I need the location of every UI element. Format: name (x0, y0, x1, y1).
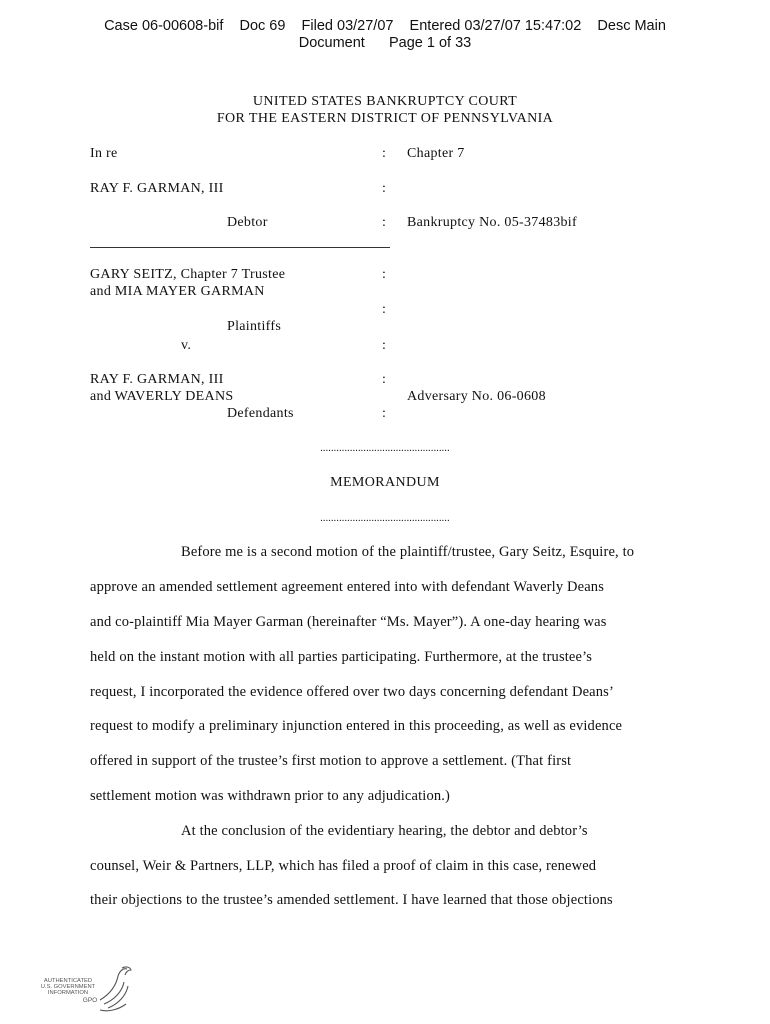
seal-line4: GPO (82, 997, 98, 1004)
caption-colon: : (382, 406, 386, 421)
body-line: At the conclusion of the evidentiary hearing, the debtor and debtor’s (181, 823, 588, 839)
body-line: and co-plaintiff Mia Mayer Garman (hereinafter “Ms. Mayer”). A one-day hearing was (90, 614, 607, 630)
caption-colon: : (382, 372, 386, 387)
caption-adversary-number: Adversary No. 06-0608 (407, 389, 546, 404)
seal-line3: INFORMATION (47, 990, 89, 996)
caption-colon: : (382, 267, 386, 282)
caption-colon: : (382, 302, 386, 317)
body-line: offered in support of the trustee’s first motion to approve a settlement. (That first (90, 753, 572, 769)
body-line: held on the instant motion with all parties participating. Furthermore, at the trustee’s (90, 649, 593, 665)
seal-line1: AUTHENTICATED (43, 978, 93, 984)
court-district: FOR THE EASTERN DISTRICT OF PENNSYLVANIA (216, 111, 554, 126)
caption-plaintiff-2: and MIA MAYER GARMAN (90, 284, 265, 299)
ecf-header-line1: Case 06-00608-bif Doc 69 Filed 03/27/07 Entered 03/27/07 15:47:02 Desc Main (104, 18, 666, 34)
caption-defendants-label: Defendants (227, 406, 294, 421)
document-title: MEMORANDUM (330, 475, 440, 490)
ecf-header-line2: Document Page 1 of 33 (298, 35, 472, 51)
court-name: UNITED STATES BANKRUPTCY COURT (252, 94, 518, 109)
body-line: request to modify a preliminary injunction entered in this proceeding, as well as evidence (90, 718, 623, 734)
divider-bottom: ................................................ (320, 513, 450, 524)
gpo-authentication-seal (30, 960, 140, 1020)
caption-colon: : (382, 215, 386, 230)
caption-debtor-label: Debtor (227, 215, 268, 230)
body-line: request, I incorporated the evidence offered over two days concerning defendant Deans’ (90, 684, 614, 700)
caption-colon: : (382, 146, 386, 161)
caption-colon: : (382, 181, 386, 196)
body-line: counsel, Weir & Partners, LLP, which has filed a proof of claim in this case, renewed (90, 858, 597, 874)
caption-bankruptcy-number: Bankruptcy No. 05-37483bif (407, 215, 577, 230)
seal-line2: U.S. GOVERNMENT (40, 984, 96, 990)
eagle-icon (100, 967, 131, 1011)
caption-colon: : (382, 338, 386, 353)
body-line: their objections to the trustee’s amended settlement. I have learned that those objections (90, 892, 613, 908)
caption-plaintiffs-label: Plaintiffs (227, 319, 282, 334)
caption-rule (90, 247, 390, 248)
caption-versus: v. (181, 338, 192, 353)
divider-top: ................................................ (320, 443, 450, 454)
caption-defendant-1: RAY F. GARMAN, III (90, 372, 224, 387)
caption-defendant-2: and WAVERLY DEANS (90, 389, 234, 404)
body-line: Before me is a second motion of the plaintiff/trustee, Gary Seitz, Esquire, to (181, 544, 635, 560)
body-line: settlement motion was withdrawn prior to any adjudication.) (90, 788, 450, 804)
caption-in-re: In re (90, 146, 118, 161)
caption-debtor-name: RAY F. GARMAN, III (90, 181, 224, 196)
body-line: approve an amended settlement agreement entered into with defendant Waverly Deans (90, 579, 604, 595)
caption-plaintiff-1: GARY SEITZ, Chapter 7 Trustee (90, 267, 286, 282)
caption-chapter: Chapter 7 (407, 146, 465, 161)
